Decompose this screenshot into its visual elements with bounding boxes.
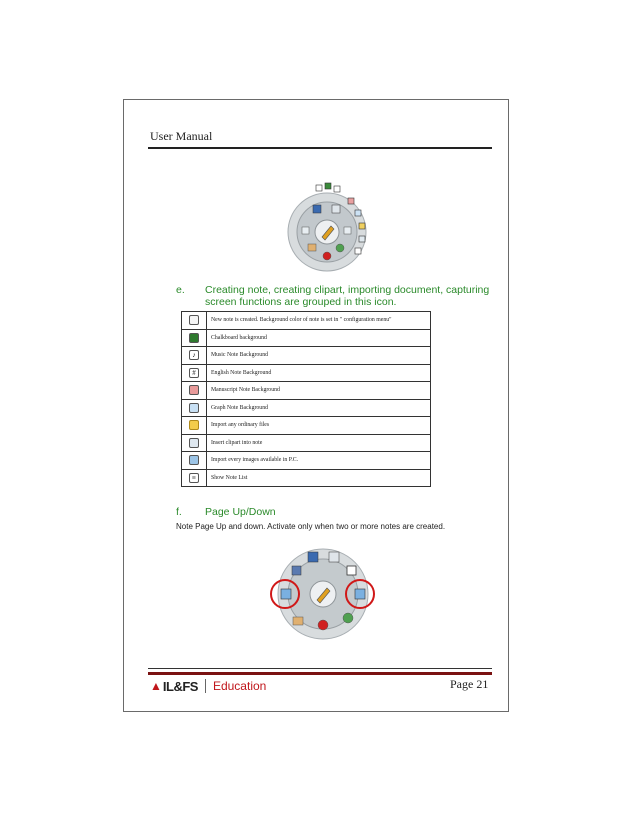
table-row bbox=[182, 364, 431, 382]
radial-menu-image-bottom bbox=[268, 538, 378, 650]
table-row bbox=[182, 417, 431, 435]
section-e-label: e. bbox=[176, 284, 185, 296]
section-f-label: f. bbox=[176, 506, 182, 518]
folder-icon bbox=[189, 420, 199, 430]
table-cell: Import every images available in P.C. bbox=[207, 452, 431, 470]
section-f-text: Page Up/Down bbox=[205, 506, 276, 518]
graph-note-icon bbox=[189, 403, 199, 413]
note-list-icon: ≡ bbox=[189, 473, 199, 483]
logo-triangle-icon: ▲ bbox=[150, 679, 162, 693]
icon-table bbox=[181, 311, 431, 487]
image-icon bbox=[189, 455, 199, 465]
table-cell: Manuscript Note Background bbox=[207, 382, 431, 400]
radial-menu-image-top bbox=[280, 180, 375, 275]
table-row bbox=[182, 382, 431, 400]
table-cell: Import any ordinary files bbox=[207, 417, 431, 435]
clipart-icon bbox=[189, 438, 199, 448]
table-cell: Show Note List bbox=[207, 469, 431, 487]
logo-divider bbox=[205, 679, 206, 693]
header-title: User Manual bbox=[150, 129, 213, 143]
brand-logo bbox=[150, 678, 266, 694]
english-note-icon: # bbox=[189, 368, 199, 378]
table-cell: English Note Background bbox=[207, 364, 431, 382]
new-note-icon bbox=[189, 315, 199, 325]
manuscript-note-icon bbox=[189, 385, 199, 395]
section-f-note: Note Page Up and down. Activate only when two or more notes are created. bbox=[176, 522, 446, 531]
table-row bbox=[182, 399, 431, 417]
table-row bbox=[182, 347, 431, 365]
table-row bbox=[182, 434, 431, 452]
music-note-icon: ♪ bbox=[189, 350, 199, 360]
page-number: Page 21 bbox=[450, 677, 489, 691]
table-row bbox=[182, 312, 431, 330]
logo-brand: IL&FS bbox=[162, 678, 198, 694]
header-rule bbox=[148, 147, 492, 149]
table-cell: Graph Note Background bbox=[207, 399, 431, 417]
table-cell: Insert clipart into note bbox=[207, 434, 431, 452]
table-cell: Music Note Background bbox=[207, 347, 431, 365]
table-row bbox=[182, 452, 431, 470]
table-cell: New note is created. Background color of note is set in " configuration menu" bbox=[207, 312, 431, 330]
table-row bbox=[182, 329, 431, 347]
logo-division: Education bbox=[212, 679, 267, 693]
table-row bbox=[182, 469, 431, 487]
table-cell: Chalkboard background bbox=[207, 329, 431, 347]
chalkboard-icon bbox=[189, 333, 199, 343]
section-e-text: Creating note, creating clipart, importing document, capturing screen functions are grouped in this icon. bbox=[205, 284, 490, 308]
footer-rule bbox=[148, 668, 492, 669]
footer-rule-accent bbox=[148, 672, 492, 675]
